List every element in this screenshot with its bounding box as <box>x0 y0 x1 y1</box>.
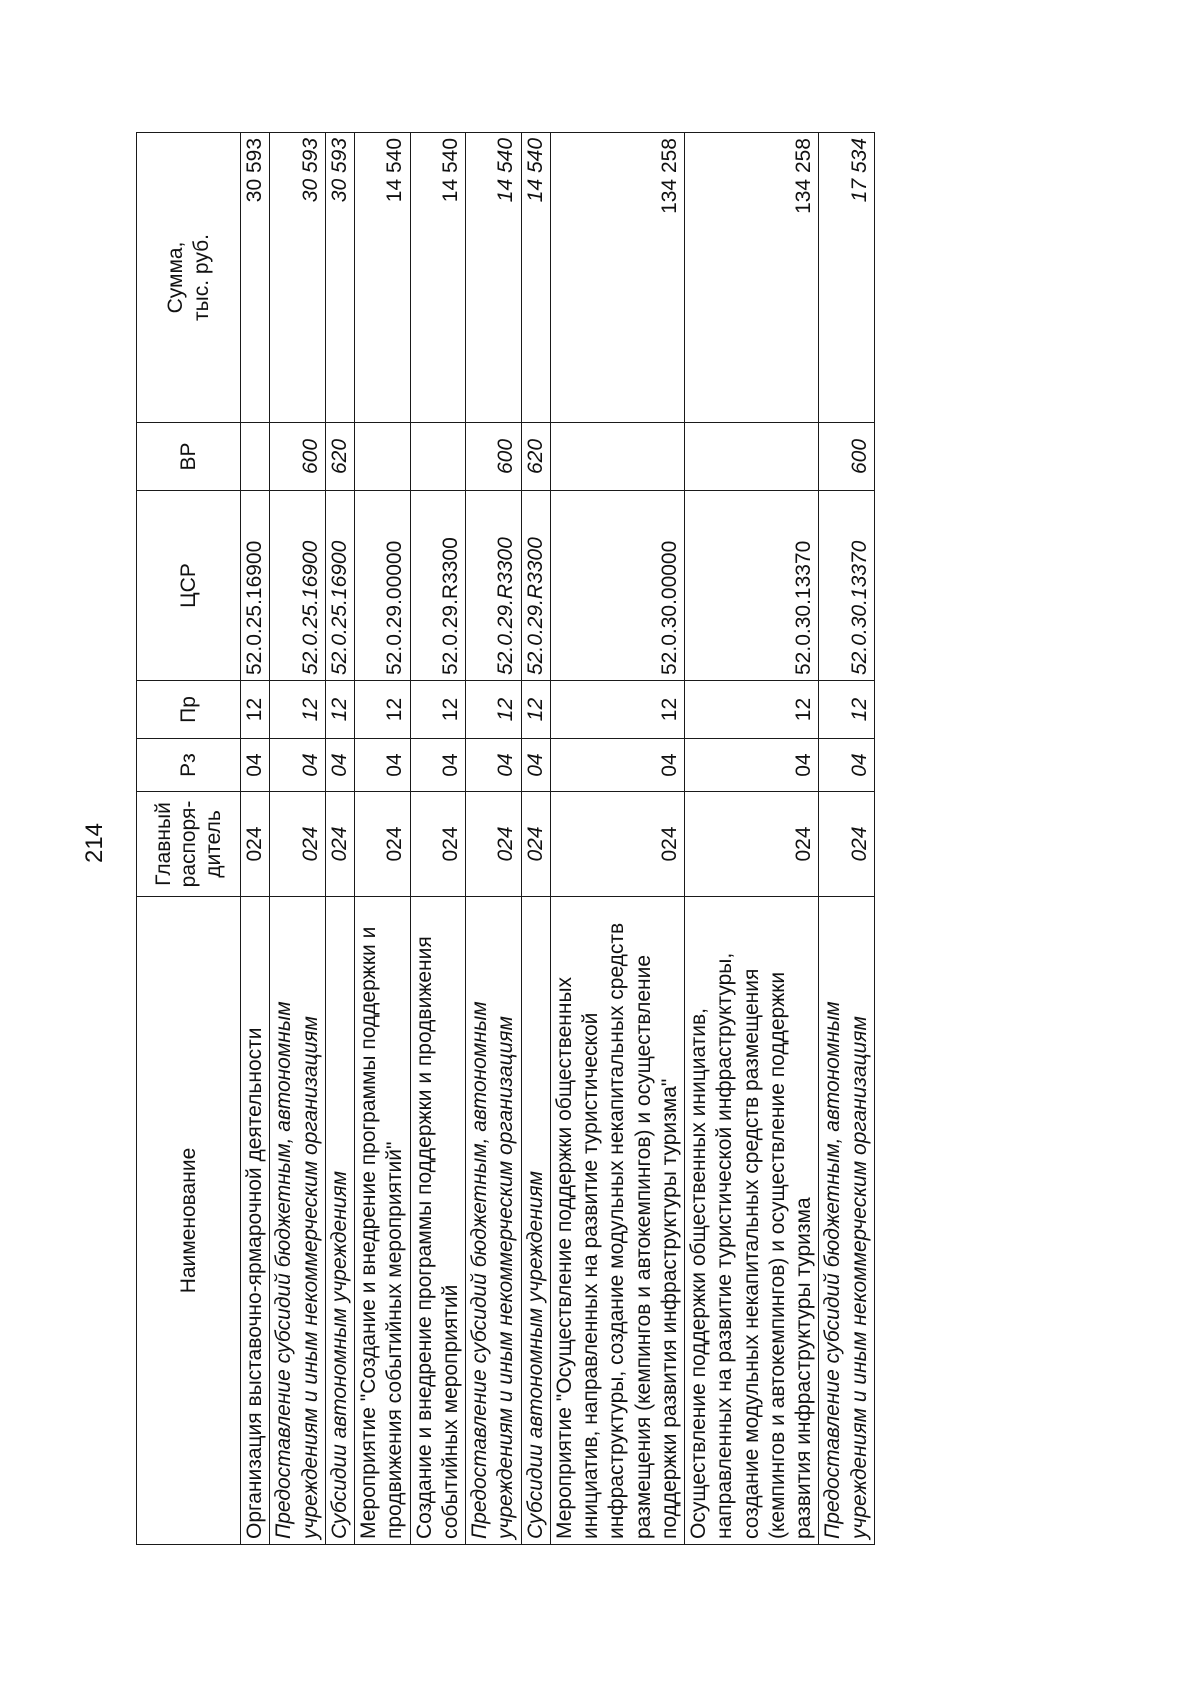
cell-name: Предоставление субсидий бюджетным, автономным учреждениям и иным некоммерческим организациям <box>270 897 326 1545</box>
cell-csr: 52.0.25.16900 <box>270 491 326 681</box>
cell-sum: 30 593 <box>270 133 326 423</box>
header-sum-line-2: тыс. руб. <box>189 234 213 321</box>
cell-csr: 52.0.29.R3300 <box>466 491 522 681</box>
cell-name: Предоставление субсидий бюджетным, автономным учреждениям и иным некоммерческим организациям <box>819 897 875 1545</box>
cell-vr: 600 <box>270 423 326 491</box>
table-row <box>241 133 270 1545</box>
cell-pr: 12 <box>819 681 875 739</box>
header-sum <box>137 133 241 423</box>
cell-gr: 024 <box>466 792 522 897</box>
cell-name: Субсидии автономным учреждениям <box>325 897 354 1545</box>
header-pr: Пр <box>137 681 241 739</box>
cell-csr: 52.0.29.R3300 <box>410 491 466 681</box>
budget-table <box>136 132 875 1545</box>
cell-csr: 52.0.29.R3300 <box>521 491 550 681</box>
cell-vr <box>241 423 270 491</box>
cell-csr: 52.0.30.13370 <box>819 491 875 681</box>
table-row <box>466 133 522 1545</box>
cell-pr: 12 <box>466 681 522 739</box>
table-header-row <box>137 133 241 1545</box>
table-row <box>819 133 875 1545</box>
cell-pr: 12 <box>355 681 411 739</box>
cell-gr: 024 <box>355 792 411 897</box>
cell-sum: 14 540 <box>355 133 411 423</box>
cell-pr: 12 <box>410 681 466 739</box>
cell-gr: 024 <box>521 792 550 897</box>
cell-name: Мероприятие "Создание и внедрение программы поддержки и продвижения событийных мероприятий" <box>355 897 411 1545</box>
table-body <box>241 133 875 1545</box>
table-row <box>325 133 354 1545</box>
cell-rz: 04 <box>241 739 270 792</box>
cell-rz: 04 <box>325 739 354 792</box>
cell-name: Мероприятие "Осуществление поддержки общественных инициатив, направленных на развитие туристической инфраструктуры, создание модульных некапитальных средств размещения (кемпингов и автокемпингов) и осуществление поддержки развития инфраструктуры туризма" <box>550 897 684 1545</box>
cell-vr <box>410 423 466 491</box>
cell-rz: 04 <box>685 739 819 792</box>
cell-sum: 17 534 <box>819 133 875 423</box>
header-glavny-rasporyaditel <box>137 792 241 897</box>
cell-rz: 04 <box>410 739 466 792</box>
cell-pr: 12 <box>685 681 819 739</box>
cell-pr: 12 <box>521 681 550 739</box>
table-row <box>355 133 411 1545</box>
header-rz: Рз <box>137 739 241 792</box>
cell-csr: 52.0.30.00000 <box>550 491 684 681</box>
header-glavny-line-3: дитель <box>202 810 226 878</box>
table-row <box>550 133 684 1545</box>
cell-pr: 12 <box>325 681 354 739</box>
cell-vr <box>550 423 684 491</box>
header-sum-line-1: Сумма, <box>164 241 188 314</box>
cell-sum: 134 258 <box>550 133 684 423</box>
table-row <box>410 133 466 1545</box>
cell-sum: 30 593 <box>325 133 354 423</box>
cell-name: Осуществление поддержки общественных инициатив, направленных на развитие туристической инфраструктуры, создание модульных некапитальных средств размещения (кемпингов и автокемпингов) и осуществление поддержки развития инфраструктуры туризма <box>685 897 819 1545</box>
cell-csr: 52.0.29.00000 <box>355 491 411 681</box>
cell-name: Предоставление субсидий бюджетным, автономным учреждениям и иным некоммерческим организациям <box>466 897 522 1545</box>
cell-name: Создание и внедрение программы поддержки и продвижения событийных мероприятий <box>410 897 466 1545</box>
cell-name: Организация выставочно-ярмарочной деятельности <box>241 897 270 1545</box>
header-csr: ЦСР <box>137 491 241 681</box>
cell-vr <box>355 423 411 491</box>
cell-rz: 04 <box>355 739 411 792</box>
cell-vr <box>685 423 819 491</box>
cell-rz: 04 <box>521 739 550 792</box>
cell-rz: 04 <box>466 739 522 792</box>
cell-csr: 52.0.25.16900 <box>241 491 270 681</box>
cell-pr: 12 <box>270 681 326 739</box>
table-row <box>270 133 326 1545</box>
cell-vr: 620 <box>521 423 550 491</box>
cell-pr: 12 <box>550 681 684 739</box>
cell-gr: 024 <box>550 792 684 897</box>
cell-gr: 024 <box>685 792 819 897</box>
cell-sum: 30 593 <box>241 133 270 423</box>
cell-rz: 04 <box>819 739 875 792</box>
cell-gr: 024 <box>325 792 354 897</box>
header-glavny-line-2: распоря- <box>176 800 200 888</box>
table-row <box>685 133 819 1545</box>
cell-gr: 024 <box>241 792 270 897</box>
cell-sum: 14 540 <box>466 133 522 423</box>
header-glavny-line-1: Главный <box>151 802 175 886</box>
cell-pr: 12 <box>241 681 270 739</box>
page-number: 214 <box>81 822 108 864</box>
cell-gr: 024 <box>270 792 326 897</box>
cell-sum: 14 540 <box>521 133 550 423</box>
cell-vr: 600 <box>466 423 522 491</box>
table-row <box>521 133 550 1545</box>
cell-name: Субсидии автономным учреждениям <box>521 897 550 1545</box>
cell-rz: 04 <box>270 739 326 792</box>
cell-sum: 14 540 <box>410 133 466 423</box>
cell-rz: 04 <box>550 739 684 792</box>
cell-csr: 52.0.30.13370 <box>685 491 819 681</box>
cell-vr: 620 <box>325 423 354 491</box>
cell-vr: 600 <box>819 423 875 491</box>
cell-sum: 134 258 <box>685 133 819 423</box>
header-name: Наименование <box>137 897 241 1545</box>
cell-csr: 52.0.25.16900 <box>325 491 354 681</box>
cell-gr: 024 <box>410 792 466 897</box>
header-vr: ВР <box>137 423 241 491</box>
cell-gr: 024 <box>819 792 875 897</box>
budget-table-container <box>136 133 985 1545</box>
